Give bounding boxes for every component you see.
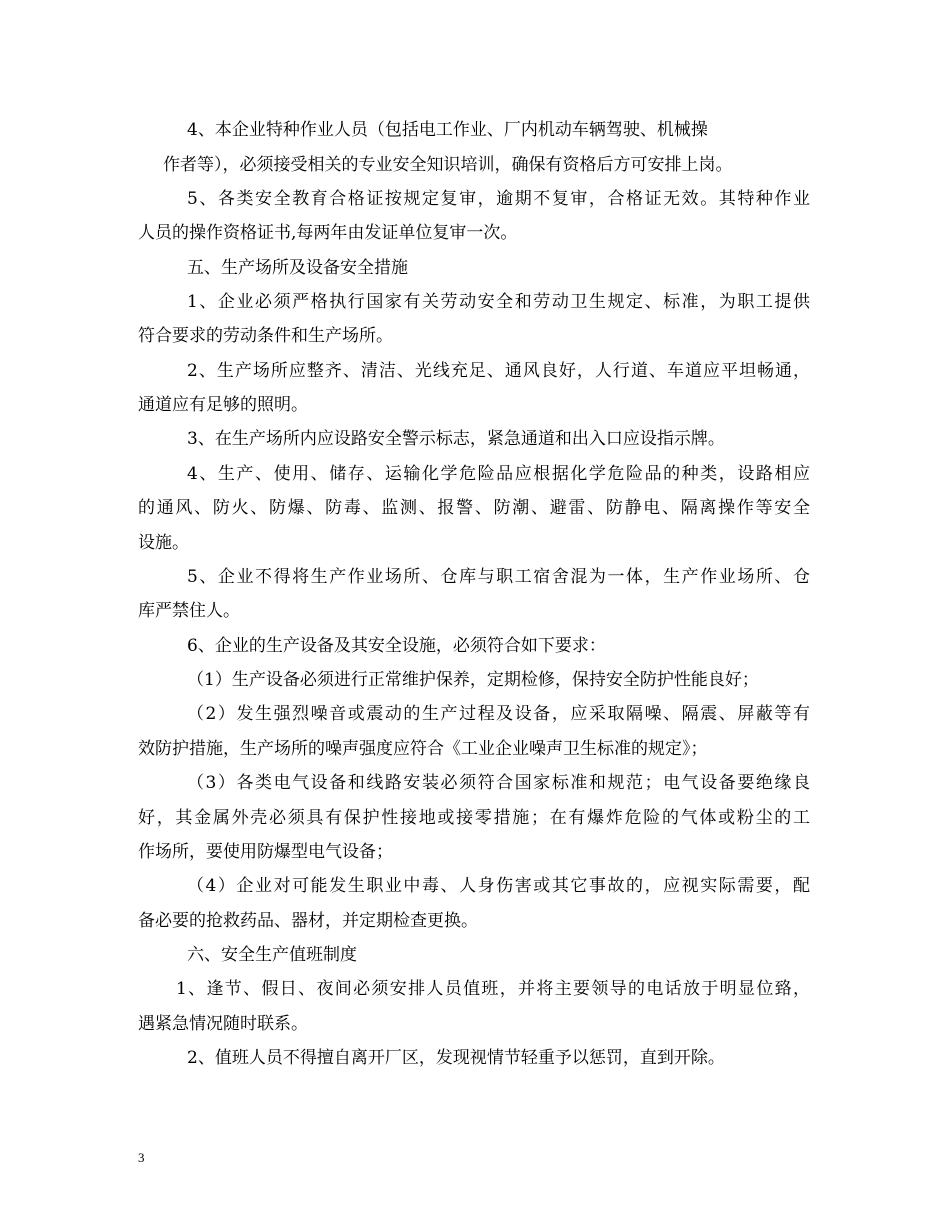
- text-line: 遇紧急情况随时联系。: [138, 1014, 308, 1034]
- text-line: 作场所，要使用防爆型电气设备；: [138, 842, 393, 862]
- text-line: 2、生产场所应整齐、清洁、光线充足、通风良好，人行道、车道应平坦畅通，: [187, 361, 810, 381]
- text-line: 设施。: [138, 533, 189, 553]
- text-line: 人员的操作资格证书,每两年由发证单位复审一次。: [138, 223, 518, 243]
- text-line: 1、企业必须严格执行国家有关劳动安全和劳动卫生规定、标准，为职工提供: [187, 292, 810, 312]
- text-line: （1）生产设备必须进行正常维护保养，定期检修，保持安全防护性能良好；: [187, 670, 759, 690]
- text-line: 5、企业不得将生产作业场所、仓库与职工宿舍混为一体，生产作业场所、仓: [187, 567, 810, 587]
- text-line: 的通风、防火、防爆、防毒、监测、报警、防潮、避雷、防静电、隔离操作等安全: [138, 498, 810, 518]
- section-heading: 六、安全生产值班制度: [187, 945, 357, 965]
- text-line: 备必要的抢救药品、器材，并定期检查更换。: [138, 911, 478, 931]
- text-line: 好，其金属外壳必须具有保护性接地或接零措施；在有爆炸危险的气体或粉尘的工: [138, 808, 810, 828]
- text-line: 作者等），必须接受相关的专业安全知识培训，确保有资格后方可安排上岗。: [163, 155, 733, 175]
- text-line: 5、各类安全教育合格证按规定复审，逾期不复审，合格证无效。其特种作业: [187, 189, 810, 209]
- text-line: 4、生产、使用、储存、运输化学危险品应根据化学危险品的种类，设路相应: [187, 464, 810, 484]
- text-line: 2、值班人员不得擅自离开厂区，发现视情节轻重予以惩罚，直到开除。: [187, 1048, 725, 1068]
- text-line: （4）企业对可能发生职业中毒、人身伤害或其它事故的，应视实际需要，配: [187, 876, 810, 896]
- section-heading: 五、生产场所及设备安全措施: [187, 258, 408, 278]
- page-number: 3: [138, 1150, 145, 1165]
- text-line: 6、企业的生产设备及其安全设施，必须符合如下要求：: [187, 636, 606, 656]
- text-line: 3、在生产场所内应设路安全警示标志，紧急通道和出入口应设指示牌。: [187, 429, 725, 449]
- text-line: 4、本企业特种作业人员（包括电工作业、厂内机动车辆驾驶、机械操: [187, 120, 708, 140]
- text-line: （3）各类电气设备和线路安装必须符合国家标准和规范；电气设备要绝缘良: [187, 773, 810, 793]
- text-line: 通道应有足够的照明。: [138, 395, 308, 415]
- text-line: （2）发生强烈噪音或震动的生产过程及设备，应采取隔噪、隔震、屏蔽等有: [187, 704, 810, 724]
- text-line: 效防护措施，生产场所的噪声强度应符合《工业企业噪声卫生标准的规定》；: [138, 739, 708, 759]
- text-line: 符合要求的劳动条件和生产场所。: [138, 326, 393, 346]
- text-line: 库严禁住人。: [138, 601, 240, 621]
- text-line: 1、逢节、假日、夜间必须安排人员值班，并将主要领导的电话放于明显位臵，: [176, 979, 810, 999]
